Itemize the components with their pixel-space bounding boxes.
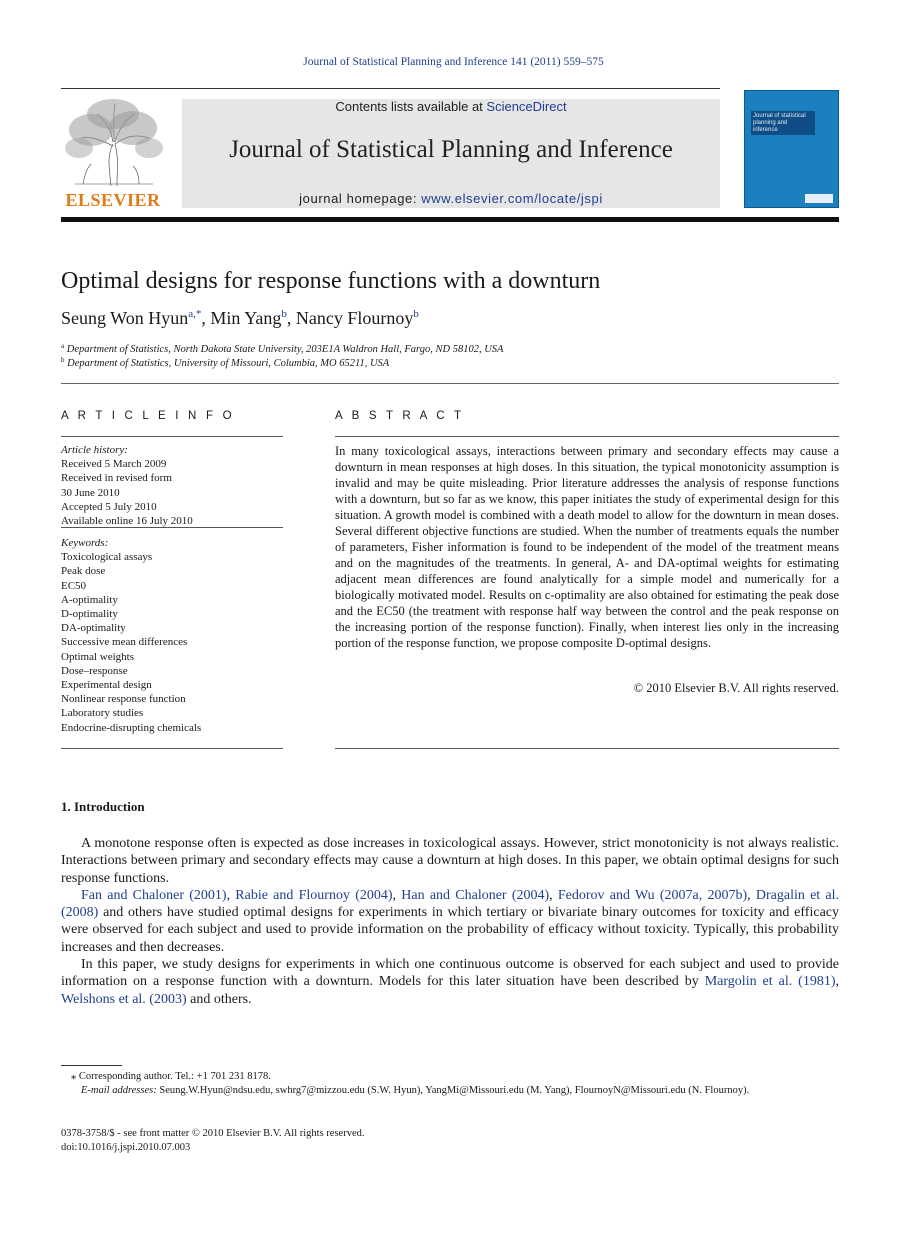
abstract-copyright: © 2010 Elsevier B.V. All rights reserved.: [633, 681, 839, 695]
section-heading-introduction: 1. Introduction: [61, 799, 145, 814]
affiliation-text: Department of Statistics, North Dakota State University, 203E1A Waldron Hall, Fargo, ND 58102, USA: [66, 344, 504, 355]
keyword: DA-optimality: [61, 622, 126, 635]
citation-link[interactable]: Han and Chaloner (2004): [401, 887, 550, 903]
affiliation-marker: b: [61, 356, 65, 364]
keyword: Laboratory studies: [61, 707, 144, 720]
footnote-corresponding: ⁎ Corresponding author. Tel.: +1 701 231 8178.: [71, 1071, 271, 1082]
history-rule: [61, 527, 283, 528]
journal-cover-thumbnail[interactable]: [744, 90, 839, 208]
keyword: Endocrine-disrupting chemicals: [61, 721, 202, 734]
homepage-prefix: journal homepage:: [299, 191, 422, 206]
citation-link[interactable]: Fan and Chaloner (2001): [81, 887, 227, 903]
citation-link[interactable]: Welshons et al. (2003): [61, 991, 187, 1007]
elsevier-logo[interactable]: [61, 96, 165, 212]
keyword: Dose–response: [61, 664, 128, 677]
email-addresses[interactable]: Seung.W.Hyun@ndsu.edu, swhrg7@mizzou.edu (S.W. Hyun), YangMi@Missouri.edu (M. Yang), FlournoyN@Missouri.edu (N. Flournoy).: [159, 1085, 750, 1096]
contents-line: [182, 99, 720, 114]
citation-link[interactable]: Margolin et al. (1981): [704, 974, 836, 990]
author-name: Min Yang: [210, 308, 282, 328]
article-title: Optimal designs for response functions with a downturn: [61, 268, 601, 294]
journal-title[interactable]: Journal of Statistical Planning and Inference: [229, 136, 673, 163]
section-divider: [61, 383, 839, 384]
running-head[interactable]: Journal of Statistical Planning and Inference 141 (2011) 559–575: [303, 56, 604, 68]
history-entry: Received 5 March 2009: [61, 458, 167, 471]
author-affil-marker[interactable]: a,*: [188, 308, 202, 320]
header-rule-top: [61, 88, 720, 89]
email-label: E-mail addresses:: [81, 1085, 157, 1096]
history-entry: Available online 16 July 2010: [61, 515, 193, 528]
doi-line[interactable]: doi:10.1016/j.jspi.2010.07.003: [61, 1142, 191, 1153]
author-separator: ,: [286, 308, 296, 328]
author-affil-marker[interactable]: b: [413, 308, 419, 320]
corresponding-author-text: Corresponding author. Tel.: +1 701 231 8178.: [78, 1071, 271, 1082]
history-entry: Received in revised form: [61, 472, 172, 485]
paragraph-text: and others have studied optimal designs for experiments in which tertiary or bivariate binary outcomes for toxicity and efficacy were observed for each subject and used to provide information on the probability of efficacy without toxicity. Typically, this probability increases and then decreases.: [61, 905, 839, 955]
article-info-rule: [61, 436, 283, 437]
article-history-label: Article history:: [61, 444, 128, 456]
affiliation-marker: a: [61, 342, 65, 350]
keyword: Peak dose: [61, 565, 106, 578]
cover-title: Journal of statistical planning and inference: [751, 111, 815, 135]
affiliation-text: Department of Statistics, University of Missouri, Columbia, MO 65211, USA: [67, 358, 390, 369]
abstract-rule: [335, 436, 839, 437]
affiliation: [61, 342, 503, 355]
citation-link[interactable]: Rabie and Flournoy (2004): [235, 887, 393, 903]
abstract-bottom-rule: [335, 748, 839, 749]
footnote-emails: [61, 1084, 839, 1099]
history-entry: Accepted 5 July 2010: [61, 500, 157, 513]
keyword: Toxicological assays: [61, 551, 153, 564]
introduction-body: [61, 835, 839, 1008]
citation-link[interactable]: Fedorov and Wu (2007a, 2007b): [557, 887, 748, 903]
header-rule-bottom: [61, 217, 839, 222]
paragraph-text: ,: [835, 974, 840, 990]
cover-publisher-mark: [805, 194, 833, 203]
elsevier-tree-icon: [61, 96, 165, 188]
keyword: Experimental design: [61, 679, 152, 692]
author-list: [61, 308, 419, 329]
issn-line: 0378-3758/$ - see front matter © 2010 Elsevier B.V. All rights reserved.: [61, 1128, 365, 1139]
abstract-text: In many toxicological assays, interactions between primary and secondary effects may cause a downturn in mean responses at high doses. In this situation, the typical monotonicity assumption is invalid and may be quite misleading. Prior literature addresses the analysis of response functions with a downturn, but so far as we know, this paper initiates the study of experimental design for this situation. A growth model is combined with a death model to allow for the downturn in mean doses. Several different objective functions are studied. When the number of treatments equals the number of parameters, Fisher information is found to be independent of the model of the treatment means and on the magnitudes of the treatments. In general, A- and DA-optimal weights for estimating adjacent mean differences are found analytically for a simple model and numerically for a biologically motivated model. Results on c-optimality are also obtained for estimating the peak dose and the EC50 (the treatment with response half way between the control and the peak response on the increasing portion of the response function). Finally, when interest lies only in the increasing portion of the response function, we propose composite D-optimal designs.: [335, 444, 839, 650]
abstract-heading: A B S T R A C T: [335, 410, 465, 422]
elsevier-wordmark: ELSEVIER: [65, 190, 161, 210]
keywords: [61, 536, 283, 735]
keywords-label: Keywords:: [61, 537, 109, 549]
keyword: Successive mean differences: [61, 636, 188, 649]
homepage-link[interactable]: www.elsevier.com/locate/jspi: [421, 191, 603, 206]
sciencedirect-link[interactable]: ScienceDirect: [486, 99, 567, 114]
keywords-rule: [61, 748, 283, 749]
homepage-line: [182, 191, 720, 206]
article-info-heading: A R T I C L E I N F O: [61, 410, 235, 422]
paragraph: [61, 956, 839, 1008]
citation-link[interactable]: Dragalin et al. (2008): [61, 887, 840, 921]
author-separator: ,: [201, 308, 211, 328]
history-entry: 30 June 2010: [61, 486, 120, 499]
paragraph-text: and others.: [186, 991, 252, 1007]
paragraph: Fan and Chaloner (2001), Rabie and Flournoy (2004), Han and Chaloner (2004), Fedorov and Wu (2007a, 2007b), Dragalin et al. (2008) and others have studied optimal designs for experiments in which tertiary or bivariate binary outcomes for toxicity and efficacy were observed for each subject and used to provide information on the probability of efficacy without toxicity. Typically, this probability increases and then decreases.: [61, 887, 840, 955]
paragraph: A monotone response often is expected as dose increases in toxicological assays. However, strict monotonicity is not always realistic. Interactions between primary and secondary effects may cause a downturn at high doses. In this paper, we obtain optimal designs for such response functions.: [61, 836, 839, 886]
author-name: Seung Won Hyun: [61, 308, 189, 328]
keyword: Optimal weights: [61, 650, 135, 663]
keyword: Nonlinear response function: [61, 693, 186, 706]
affiliation: [61, 356, 389, 369]
keyword: EC50: [61, 579, 87, 592]
keyword: A-optimality: [61, 593, 118, 606]
keyword: D-optimality: [61, 608, 118, 621]
paragraph-text: In this paper, we study designs for experiments in which one continuous outcome is observed for each subject and used to provide information on a response function with a downturn. Models for this later situation have been described by: [61, 957, 839, 990]
journal-banner: [182, 99, 720, 208]
article-history: [61, 443, 283, 528]
footnote-rule: [61, 1065, 122, 1066]
author-name: Nancy Flournoy: [295, 308, 414, 328]
author-affil-marker[interactable]: b: [281, 308, 287, 320]
contents-prefix: Contents lists available at: [335, 99, 487, 114]
